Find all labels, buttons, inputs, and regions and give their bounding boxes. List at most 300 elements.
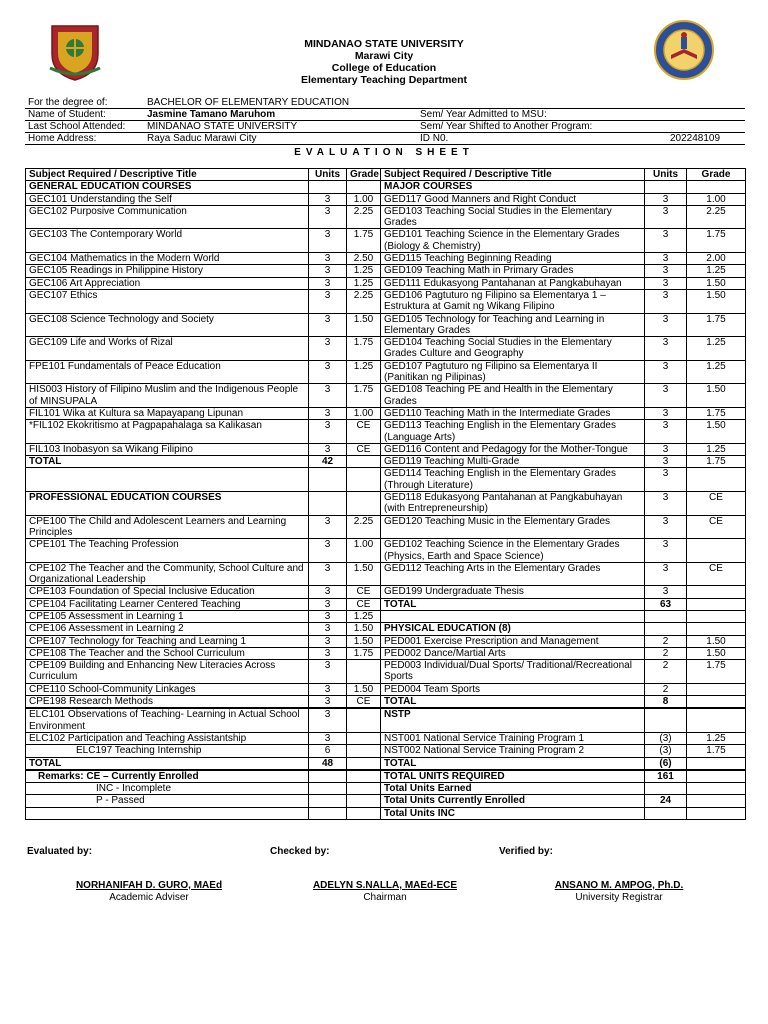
right-subject-cell: Total Units Earned xyxy=(381,783,645,795)
right-units-cell: 3 xyxy=(645,443,687,455)
right-subject-cell: GED104 Teaching Social Studies in the Elementary Grades Culture and Geography xyxy=(381,337,645,361)
right-subject-cell: GED113 Teaching English in the Elementary Grades (Language Arts) xyxy=(381,420,645,444)
left-subject-cell: GEC102 Purposive Communication xyxy=(26,205,309,229)
left-grade-cell: 1.25 xyxy=(347,360,381,384)
right-units-cell: (6) xyxy=(645,757,687,769)
left-subject-cell: ELC102 Participation and Teaching Assistantship xyxy=(26,732,309,744)
right-units-cell: 3 xyxy=(645,562,687,586)
table-row xyxy=(26,443,746,455)
left-grade-cell xyxy=(347,709,381,733)
table-row xyxy=(26,384,746,408)
right-units-cell: 3 xyxy=(645,586,687,598)
left-grade-cell: 1.75 xyxy=(347,647,381,659)
left-units-cell: 3 xyxy=(309,732,347,744)
right-grade-cell: 1.75 xyxy=(687,407,746,419)
right-units-cell: 63 xyxy=(645,598,687,610)
left-grade-cell xyxy=(347,468,381,492)
table-row xyxy=(26,492,746,516)
table-row xyxy=(26,795,746,807)
left-subject-cell xyxy=(26,807,309,819)
table-row xyxy=(26,360,746,384)
table-row xyxy=(26,562,746,586)
right-grade-cell: CE xyxy=(687,562,746,586)
name-value: Jasmine Tamano Maruhom xyxy=(147,109,276,120)
right-grade-cell xyxy=(687,598,746,610)
chair-name: ADELYN S.NALLA, MAEd-ECE xyxy=(312,880,458,891)
left-units-cell: 3 xyxy=(309,660,347,684)
right-grade-cell xyxy=(687,539,746,563)
right-units-cell xyxy=(645,610,687,622)
left-units-cell: 3 xyxy=(309,515,347,539)
left-grade-cell xyxy=(347,181,381,193)
right-grade-cell xyxy=(687,623,746,635)
right-grade-cell: 1.75 xyxy=(687,660,746,684)
right-units-cell: 8 xyxy=(645,696,687,708)
evaluation-sheet-title: EVALUATION SHEET xyxy=(294,147,474,158)
left-subject-cell: CPE103 Foundation of Special Inclusive Education xyxy=(26,586,309,598)
left-subject-header: Subject Required / Descriptive Title xyxy=(26,169,309,181)
left-grade-cell: CE xyxy=(347,598,381,610)
left-units-cell: 3 xyxy=(309,623,347,635)
department-name: Elementary Teaching Department xyxy=(300,74,468,86)
right-units-cell: 3 xyxy=(645,407,687,419)
left-grade-cell xyxy=(347,783,381,795)
right-subject-cell: TOTAL xyxy=(381,757,645,769)
left-units-cell: 3 xyxy=(309,289,347,313)
left-units-cell: 3 xyxy=(309,420,347,444)
right-units-cell: 24 xyxy=(645,795,687,807)
city-name: Marawi City xyxy=(354,50,414,62)
registrar-role: University Registrar xyxy=(575,892,663,903)
left-units-cell: 42 xyxy=(309,456,347,468)
right-subject-cell: GED116 Content and Pedagogy for the Mother-Tongue xyxy=(381,443,645,455)
left-subject-cell: CPE101 The Teaching Profession xyxy=(26,539,309,563)
left-grade-cell xyxy=(347,745,381,757)
right-units-cell: 3 xyxy=(645,313,687,337)
right-grade-cell xyxy=(687,757,746,769)
table-row xyxy=(26,709,746,733)
right-grade-cell: 1.25 xyxy=(687,732,746,744)
right-subject-cell: GED114 Teaching English in the Elementary Grades (Through Literature) xyxy=(381,468,645,492)
right-units-cell: 3 xyxy=(645,539,687,563)
table-row xyxy=(26,586,746,598)
right-units-cell: 3 xyxy=(645,253,687,265)
left-subject-cell: ELC101 Observations of Teaching- Learning in Actual School Environment xyxy=(26,709,309,733)
left-subject-cell: FIL103 Inobasyon sa Wikang Filipino xyxy=(26,443,309,455)
table-row xyxy=(26,289,746,313)
table-row xyxy=(26,770,746,782)
left-subject-cell: GEC103 The Contemporary World xyxy=(26,229,309,253)
left-grade-cell xyxy=(347,795,381,807)
right-subject-cell: GED109 Teaching Math in Primary Grades xyxy=(381,265,645,277)
school-value: MINDANAO STATE UNIVERSITY xyxy=(147,121,298,132)
left-grade-cell: 2.50 xyxy=(347,253,381,265)
address-row xyxy=(25,133,745,145)
right-subject-cell: TOTAL UNITS REQUIRED xyxy=(381,770,645,782)
left-units-cell: 3 xyxy=(309,635,347,647)
left-grade-cell xyxy=(347,660,381,684)
college-name: College of Education xyxy=(331,62,437,74)
left-subject-cell: GENERAL EDUCATION COURSES xyxy=(26,181,309,193)
right-subject-cell: PHYSICAL EDUCATION (8) xyxy=(381,623,645,635)
checked-by-label: Checked by: xyxy=(270,846,330,857)
table-row xyxy=(26,610,746,622)
right-subject-cell: PED004 Team Sports xyxy=(381,683,645,695)
address-label: Home Address: xyxy=(28,133,97,144)
left-subject-cell: GEC104 Mathematics in the Modern World xyxy=(26,253,309,265)
right-units-cell: 2 xyxy=(645,647,687,659)
left-units-cell: 3 xyxy=(309,562,347,586)
right-units-cell: 3 xyxy=(645,205,687,229)
evaluation-table xyxy=(25,168,746,820)
right-subject-cell: GED117 Good Manners and Right Conduct xyxy=(381,193,645,205)
left-units-header: Units xyxy=(309,169,347,181)
left-units-cell: 3 xyxy=(309,313,347,337)
left-subject-cell: GEC108 Science Technology and Society xyxy=(26,313,309,337)
table-row xyxy=(26,420,746,444)
left-grade-cell xyxy=(347,757,381,769)
right-units-cell xyxy=(645,783,687,795)
right-grade-cell: CE xyxy=(687,492,746,516)
left-grade-cell: CE xyxy=(347,443,381,455)
right-grade-cell: 1.50 xyxy=(687,277,746,289)
right-subject-cell: GED120 Teaching Music in the Elementary Grades xyxy=(381,515,645,539)
right-grade-cell xyxy=(687,795,746,807)
left-grade-cell: CE xyxy=(347,420,381,444)
right-grade-cell: 1.25 xyxy=(687,360,746,384)
left-subject-cell: CPE107 Technology for Teaching and Learning 1 xyxy=(26,635,309,647)
table-row xyxy=(26,277,746,289)
right-units-cell: 3 xyxy=(645,420,687,444)
chair-role: Chairman xyxy=(363,892,407,903)
right-units-header: Units xyxy=(645,169,687,181)
left-units-cell: 6 xyxy=(309,745,347,757)
left-subject-cell xyxy=(26,468,309,492)
right-grade-cell: 1.50 xyxy=(687,420,746,444)
right-grade-cell: 1.75 xyxy=(687,745,746,757)
left-subject-cell: TOTAL xyxy=(26,757,309,769)
table-row xyxy=(26,181,746,193)
left-subject-cell: *FIL102 Ekokritismo at Pagpapahalaga sa Kalikasan xyxy=(26,420,309,444)
table-row xyxy=(26,696,746,708)
right-subject-cell: GED108 Teaching PE and Health in the Elementary Grades xyxy=(381,384,645,408)
left-subject-cell: HIS003 History of Filipino Muslim and the Indigenous People of MINSUPALA xyxy=(26,384,309,408)
left-units-cell: 3 xyxy=(309,205,347,229)
table-row xyxy=(26,745,746,757)
right-grade-header: Grade xyxy=(687,169,746,181)
right-units-cell xyxy=(645,807,687,819)
right-subject-cell: GED118 Edukasyong Pantahanan at Pangkabuhayan (with Entrepreneurship) xyxy=(381,492,645,516)
table-row xyxy=(26,337,746,361)
right-grade-cell xyxy=(687,586,746,598)
right-subject-cell: GED103 Teaching Social Studies in the Elementary Grades xyxy=(381,205,645,229)
left-units-cell xyxy=(309,181,347,193)
left-units-cell: 3 xyxy=(309,384,347,408)
left-units-cell: 3 xyxy=(309,337,347,361)
right-subject-cell: TOTAL xyxy=(381,696,645,708)
left-units-cell: 48 xyxy=(309,757,347,769)
left-subject-cell: P - Passed xyxy=(26,795,309,807)
right-subject-cell: NSTP xyxy=(381,709,645,733)
left-grade-cell: 1.25 xyxy=(347,610,381,622)
table-row xyxy=(26,468,746,492)
left-grade-cell: 1.50 xyxy=(347,635,381,647)
degree-label: For the degree of: xyxy=(28,97,108,108)
left-subject-cell: FPE101 Fundamentals of Peace Education xyxy=(26,360,309,384)
left-units-cell: 3 xyxy=(309,277,347,289)
evaluated-by-label: Evaluated by: xyxy=(27,846,93,857)
table-row xyxy=(26,598,746,610)
sem-admitted-label: Sem/ Year Admitted to MSU: xyxy=(420,109,547,120)
left-units-cell: 3 xyxy=(309,598,347,610)
left-units-cell: 3 xyxy=(309,586,347,598)
table-row xyxy=(26,647,746,659)
right-grade-cell: 1.25 xyxy=(687,265,746,277)
student-info-table xyxy=(25,97,745,145)
left-units-cell: 3 xyxy=(309,253,347,265)
table-row xyxy=(26,456,746,468)
right-grade-cell xyxy=(687,770,746,782)
right-subject-cell: GED119 Teaching Multi-Grade xyxy=(381,456,645,468)
left-subject-cell: GEC101 Understanding the Self xyxy=(26,193,309,205)
right-subject-cell: PED002 Dance/Martial Arts xyxy=(381,647,645,659)
left-subject-cell: FIL101 Wika at Kultura sa Mapayapang Lipunan xyxy=(26,407,309,419)
right-grade-cell: 2.00 xyxy=(687,253,746,265)
right-units-cell xyxy=(645,623,687,635)
right-grade-cell: 1.50 xyxy=(687,384,746,408)
right-subject-cell xyxy=(381,610,645,622)
right-subject-cell: GED107 Pagtuturo ng Filipino sa Elementarya II (Panitikan ng Pilipinas) xyxy=(381,360,645,384)
left-subject-cell: GEC107 Ethics xyxy=(26,289,309,313)
university-name: MINDANAO STATE UNIVERSITY xyxy=(304,38,464,50)
left-grade-cell: 1.75 xyxy=(347,229,381,253)
left-subject-cell: CPE198 Research Methods xyxy=(26,696,309,708)
table-header-row xyxy=(26,169,746,181)
right-subject-cell: PED003 Individual/Dual Sports/ Traditional/Recreational Sports xyxy=(381,660,645,684)
document-header xyxy=(0,38,768,86)
right-units-cell: 3 xyxy=(645,193,687,205)
adviser-role: Academic Adviser xyxy=(109,892,189,903)
school-label: Last School Attended: xyxy=(28,121,126,132)
left-grade-cell: 1.75 xyxy=(347,337,381,361)
right-units-cell: (3) xyxy=(645,745,687,757)
table-row xyxy=(26,265,746,277)
left-grade-cell xyxy=(347,770,381,782)
left-subject-cell: CPE109 Building and Enhancing New Literacies Across Curriculum xyxy=(26,660,309,684)
left-subject-cell: CPE100 The Child and Adolescent Learners and Learning Principles xyxy=(26,515,309,539)
table-row xyxy=(26,407,746,419)
left-grade-cell: CE xyxy=(347,696,381,708)
left-subject-cell: GEC106 Art Appreciation xyxy=(26,277,309,289)
table-row xyxy=(26,683,746,695)
right-units-cell: 3 xyxy=(645,337,687,361)
left-grade-cell: 1.50 xyxy=(347,683,381,695)
table-row xyxy=(26,539,746,563)
left-units-cell: 3 xyxy=(309,443,347,455)
table-row xyxy=(26,660,746,684)
left-subject-cell: GEC109 Life and Works of Rizal xyxy=(26,337,309,361)
table-row xyxy=(26,807,746,819)
right-grade-cell: 1.50 xyxy=(687,647,746,659)
left-subject-cell: CPE110 School-Community Linkages xyxy=(26,683,309,695)
evaluation-rows xyxy=(26,181,746,820)
id-value: 202248109 xyxy=(670,133,721,144)
left-units-cell: 3 xyxy=(309,696,347,708)
registrar-name: ANSANO M. AMPOG, Ph.D. xyxy=(554,880,684,891)
left-units-cell xyxy=(309,492,347,516)
left-grade-cell: 1.50 xyxy=(347,562,381,586)
left-units-cell: 3 xyxy=(309,265,347,277)
left-grade-cell: 1.00 xyxy=(347,193,381,205)
right-units-cell: 2 xyxy=(645,635,687,647)
left-units-cell: 3 xyxy=(309,229,347,253)
right-grade-cell: 1.25 xyxy=(687,443,746,455)
left-grade-cell: CE xyxy=(347,586,381,598)
table-row xyxy=(26,229,746,253)
table-row xyxy=(26,635,746,647)
right-grade-cell: 1.50 xyxy=(687,635,746,647)
right-grade-cell: 1.75 xyxy=(687,456,746,468)
verified-by-label: Verified by: xyxy=(499,846,553,857)
right-units-cell: (3) xyxy=(645,732,687,744)
right-subject-cell: NST001 National Service Training Program 1 xyxy=(381,732,645,744)
degree-row xyxy=(25,97,745,109)
right-subject-cell: GED105 Technology for Teaching and Learning in Elementary Grades xyxy=(381,313,645,337)
right-grade-cell xyxy=(687,783,746,795)
school-row xyxy=(25,121,745,133)
right-units-cell: 3 xyxy=(645,515,687,539)
left-grade-cell: 1.50 xyxy=(347,623,381,635)
left-units-cell xyxy=(309,468,347,492)
right-subject-header: Subject Required / Descriptive Title xyxy=(381,169,645,181)
right-units-cell: 3 xyxy=(645,492,687,516)
table-row xyxy=(26,205,746,229)
left-units-cell: 3 xyxy=(309,360,347,384)
left-grade-cell xyxy=(347,807,381,819)
right-units-cell: 161 xyxy=(645,770,687,782)
left-units-cell xyxy=(309,770,347,782)
left-grade-cell xyxy=(347,492,381,516)
right-units-cell: 3 xyxy=(645,384,687,408)
left-subject-cell: ELC197 Teaching Internship xyxy=(26,745,309,757)
left-units-cell: 3 xyxy=(309,193,347,205)
left-grade-cell: 2.25 xyxy=(347,289,381,313)
left-grade-cell: 1.00 xyxy=(347,539,381,563)
left-units-cell: 3 xyxy=(309,683,347,695)
right-grade-cell xyxy=(687,468,746,492)
left-units-cell: 3 xyxy=(309,407,347,419)
adviser-name: NORHANIFAH D. GURO, MAEd xyxy=(75,880,223,891)
name-label: Name of Student: xyxy=(28,109,106,120)
right-grade-cell: 1.75 xyxy=(687,229,746,253)
right-grade-cell xyxy=(687,610,746,622)
right-units-cell: 3 xyxy=(645,277,687,289)
right-subject-cell: TOTAL xyxy=(381,598,645,610)
right-units-cell: 3 xyxy=(645,468,687,492)
table-row xyxy=(26,757,746,769)
left-grade-cell xyxy=(347,456,381,468)
left-grade-cell: 1.00 xyxy=(347,407,381,419)
right-grade-cell xyxy=(687,181,746,193)
left-grade-cell: 1.50 xyxy=(347,313,381,337)
right-units-cell: 3 xyxy=(645,289,687,313)
left-subject-cell: CPE106 Assessment in Learning 2 xyxy=(26,623,309,635)
right-grade-cell xyxy=(687,696,746,708)
left-subject-cell: CPE102 The Teacher and the Community, School Culture and Organizational Leadership xyxy=(26,562,309,586)
right-grade-cell xyxy=(687,709,746,733)
right-subject-cell: GED106 Pagtuturo ng Filipino sa Elementarya 1 – Estruktura at Gamit ng Wikang Filipino xyxy=(381,289,645,313)
left-subject-cell: CPE105 Assessment in Learning 1 xyxy=(26,610,309,622)
right-subject-cell: Total Units Currently Enrolled xyxy=(381,795,645,807)
right-grade-cell: CE xyxy=(687,515,746,539)
right-grade-cell: 2.25 xyxy=(687,205,746,229)
left-grade-cell xyxy=(347,732,381,744)
left-subject-cell: PROFESSIONAL EDUCATION COURSES xyxy=(26,492,309,516)
right-units-cell: 2 xyxy=(645,683,687,695)
table-row xyxy=(26,732,746,744)
table-row xyxy=(26,623,746,635)
right-grade-cell: 1.50 xyxy=(687,289,746,313)
table-row xyxy=(26,253,746,265)
left-grade-header: Grade xyxy=(347,169,381,181)
right-units-cell: 2 xyxy=(645,660,687,684)
right-subject-cell: GED115 Teaching Beginning Reading xyxy=(381,253,645,265)
left-subject-cell: CPE104 Facilitating Learner Centered Teaching xyxy=(26,598,309,610)
left-subject-cell: CPE108 The Teacher and the School Curriculum xyxy=(26,647,309,659)
right-subject-cell: GED112 Teaching Arts in the Elementary Grades xyxy=(381,562,645,586)
left-grade-cell: 2.25 xyxy=(347,205,381,229)
table-row xyxy=(26,783,746,795)
right-grade-cell: 1.75 xyxy=(687,313,746,337)
left-grade-cell: 1.75 xyxy=(347,384,381,408)
right-subject-cell: GED111 Edukasyong Pantahanan at Pangkabuhayan xyxy=(381,277,645,289)
right-units-cell xyxy=(645,181,687,193)
right-subject-cell: NST002 National Service Training Program 2 xyxy=(381,745,645,757)
left-grade-cell: 1.25 xyxy=(347,277,381,289)
left-subject-cell: INC - Incomplete xyxy=(26,783,309,795)
left-grade-cell: 2.25 xyxy=(347,515,381,539)
right-subject-cell: MAJOR COURSES xyxy=(381,181,645,193)
address-value: Raya Saduc Marawi City xyxy=(147,133,257,144)
right-subject-cell: GED199 Undergraduate Thesis xyxy=(381,586,645,598)
table-row xyxy=(26,193,746,205)
right-units-cell: 3 xyxy=(645,456,687,468)
degree-value: BACHELOR OF ELEMENTARY EDUCATION xyxy=(147,97,350,108)
left-units-cell: 3 xyxy=(309,610,347,622)
left-grade-cell: 1.25 xyxy=(347,265,381,277)
right-units-cell: 3 xyxy=(645,360,687,384)
left-units-cell xyxy=(309,795,347,807)
right-subject-cell: GED102 Teaching Science in the Elementary Grades (Physics, Earth and Space Science) xyxy=(381,539,645,563)
left-units-cell: 3 xyxy=(309,539,347,563)
table-row xyxy=(26,313,746,337)
right-grade-cell: 1.25 xyxy=(687,337,746,361)
right-units-cell xyxy=(645,709,687,733)
right-units-cell: 3 xyxy=(645,229,687,253)
right-grade-cell xyxy=(687,807,746,819)
left-subject-cell: Remarks: CE – Currently Enrolled xyxy=(26,770,309,782)
left-units-cell: 3 xyxy=(309,647,347,659)
right-subject-cell: Total Units INC xyxy=(381,807,645,819)
right-grade-cell: 1.00 xyxy=(687,193,746,205)
left-units-cell xyxy=(309,783,347,795)
table-row xyxy=(26,515,746,539)
left-subject-cell: TOTAL xyxy=(26,456,309,468)
name-row xyxy=(25,109,745,121)
left-units-cell: 3 xyxy=(309,709,347,733)
right-subject-cell: GED110 Teaching Math in the Intermediate Grades xyxy=(381,407,645,419)
right-units-cell: 3 xyxy=(645,265,687,277)
